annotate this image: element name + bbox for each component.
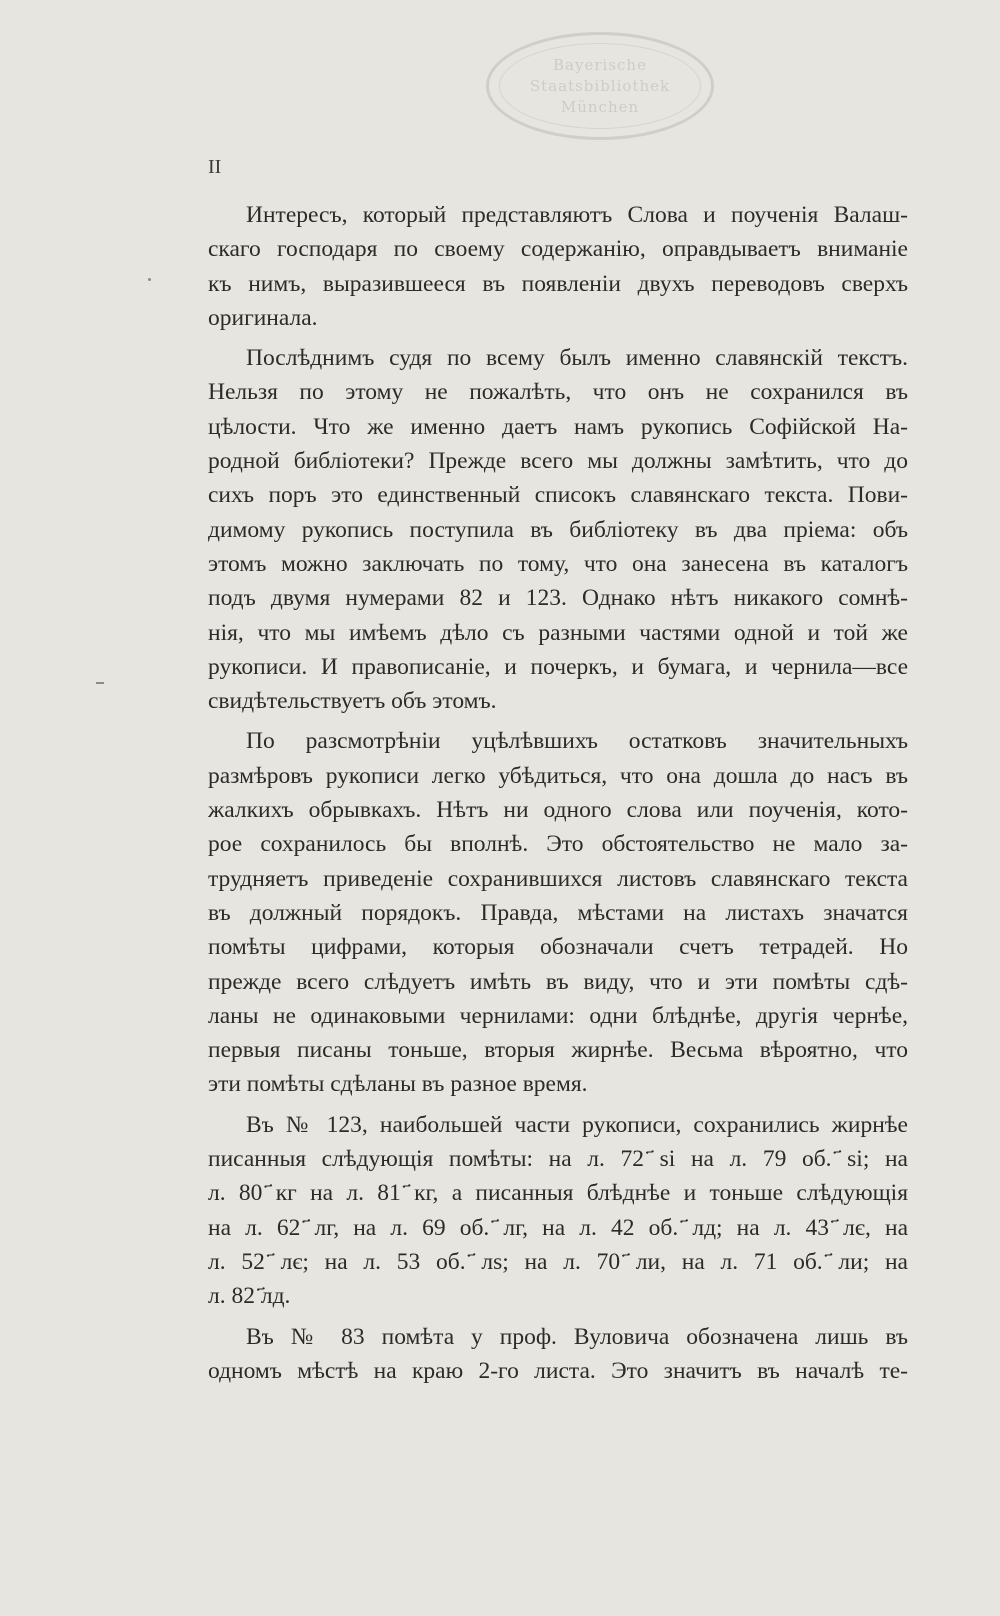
library-stamp-text: Bayerische Staatsbibliothek München xyxy=(529,56,671,116)
text-line: свидѣтельствуетъ объ этомъ. xyxy=(208,688,497,715)
paragraph xyxy=(208,1320,908,1389)
text-line: помѣты цифрами, которыя обозначали счетъ тетрадей. Но xyxy=(208,934,908,961)
text-line: трудняетъ приведеніе сохранившихся листовъ славянскаго текста xyxy=(208,865,908,892)
text-line: на л. 62 ҃лг, на л. 69 об. ҃лг, на л. 42 об. ҃лд; на л. 43 ҃лє, на xyxy=(208,1214,908,1241)
text-line: оригинала. xyxy=(208,304,318,331)
paragraph xyxy=(208,341,908,718)
text-line: Въ № 83 помѣта у проф. Вуловича обозначена лишь въ xyxy=(246,1323,908,1350)
text-line: скаго господаря по своему содержанію, оправдываетъ вниманіе xyxy=(208,236,908,263)
text-line: сихъ поръ это единственный списокъ славянскаго текста. Пови- xyxy=(208,482,908,509)
text-line: къ нимъ, выразившееся въ появленіи двухъ переводовъ сверхъ xyxy=(208,270,908,297)
text-line: Интересъ, который представляютъ Слова и поученія Валаш- xyxy=(246,202,908,228)
body-text xyxy=(208,198,908,1388)
text-line: первыя писаны тоньше, вторыя жирнѣе. Весьма вѣроятно, что xyxy=(208,1037,908,1064)
text-line: одномъ мѣстѣ на краю 2-го листа. Это значитъ въ началѣ те- xyxy=(208,1357,908,1384)
text-line: эти помѣты сдѣланы въ разное время. xyxy=(208,1071,588,1098)
text-line: Въ № 123, наибольшей части рукописи, сохранились жирнѣе xyxy=(246,1111,908,1138)
margin-speck xyxy=(96,682,104,684)
library-stamp xyxy=(486,32,714,140)
text-line: этомъ можно заключать по тому, что она занесена въ каталогъ xyxy=(208,550,908,577)
text-line: димому рукопись поступила въ библіотеку въ два пріема: объ xyxy=(208,516,908,543)
paragraph xyxy=(208,724,908,1101)
text-line: По разсмотрѣніи уцѣлѣвшихъ остатковъ значительныхъ xyxy=(246,728,908,755)
page-number: II xyxy=(208,156,222,178)
text-line: родной библіотеки? Прежде всего мы должны замѣтить, что до xyxy=(208,448,908,475)
text-line: рое сохранилось бы вполнѣ. Это обстоятельство не мало за- xyxy=(208,831,908,858)
paragraph xyxy=(208,198,908,335)
paragraph xyxy=(208,1108,908,1314)
text-line: прежде всего слѣдуетъ имѣть въ виду, что и эти помѣты сдѣ- xyxy=(208,968,908,995)
text-line: жалкихъ обрывкахъ. Нѣтъ ни одного слова или поученія, кото- xyxy=(208,797,908,824)
text-line: л. 82 ҃лд. xyxy=(208,1283,291,1310)
text-line: размѣровъ рукописи легко убѣдиться, что она дошла до насъ въ xyxy=(208,762,908,789)
text-line: подъ двумя нумерами 82 и 123. Однако нѣтъ никакого сомнѣ- xyxy=(208,585,908,612)
text-line: Нельзя по этому не пожалѣть, что онъ не сохранился въ xyxy=(208,379,908,406)
text-line: Послѣднимъ судя по всему былъ именно славянскій текстъ. xyxy=(246,345,908,372)
text-line: л. 80 ҃кг на л. 81 ҃кг, а писанныя блѣднѣе и тоньше слѣдующія xyxy=(208,1180,908,1207)
text-line: л. 52 ҃лє; на л. 53 об. ҃лѕ; на л. 70 ҃ли, на л. 71 об. ҃ли; на xyxy=(208,1248,908,1275)
text-line: въ должный порядокъ. Правда, мѣстами на листахъ значатся xyxy=(208,899,908,926)
text-line: рукописи. И правописаніе, и почеркъ, и бумага, и чернила—все xyxy=(208,653,908,680)
text-line: цѣлости. Что же именно даетъ намъ рукопись Софійской На- xyxy=(208,413,908,440)
text-line: писанныя слѣдующія помѣты: на л. 72 ҃ѕі на л. 79 об. ҃ѕі; на xyxy=(208,1146,908,1173)
text-line: нія, что мы имѣемъ дѣло съ разными частями одной и той же xyxy=(208,619,908,646)
margin-speck xyxy=(148,278,151,281)
text-line: ланы не одинаковыми чернилами: одни блѣднѣе, другія чернѣе, xyxy=(208,1002,908,1029)
